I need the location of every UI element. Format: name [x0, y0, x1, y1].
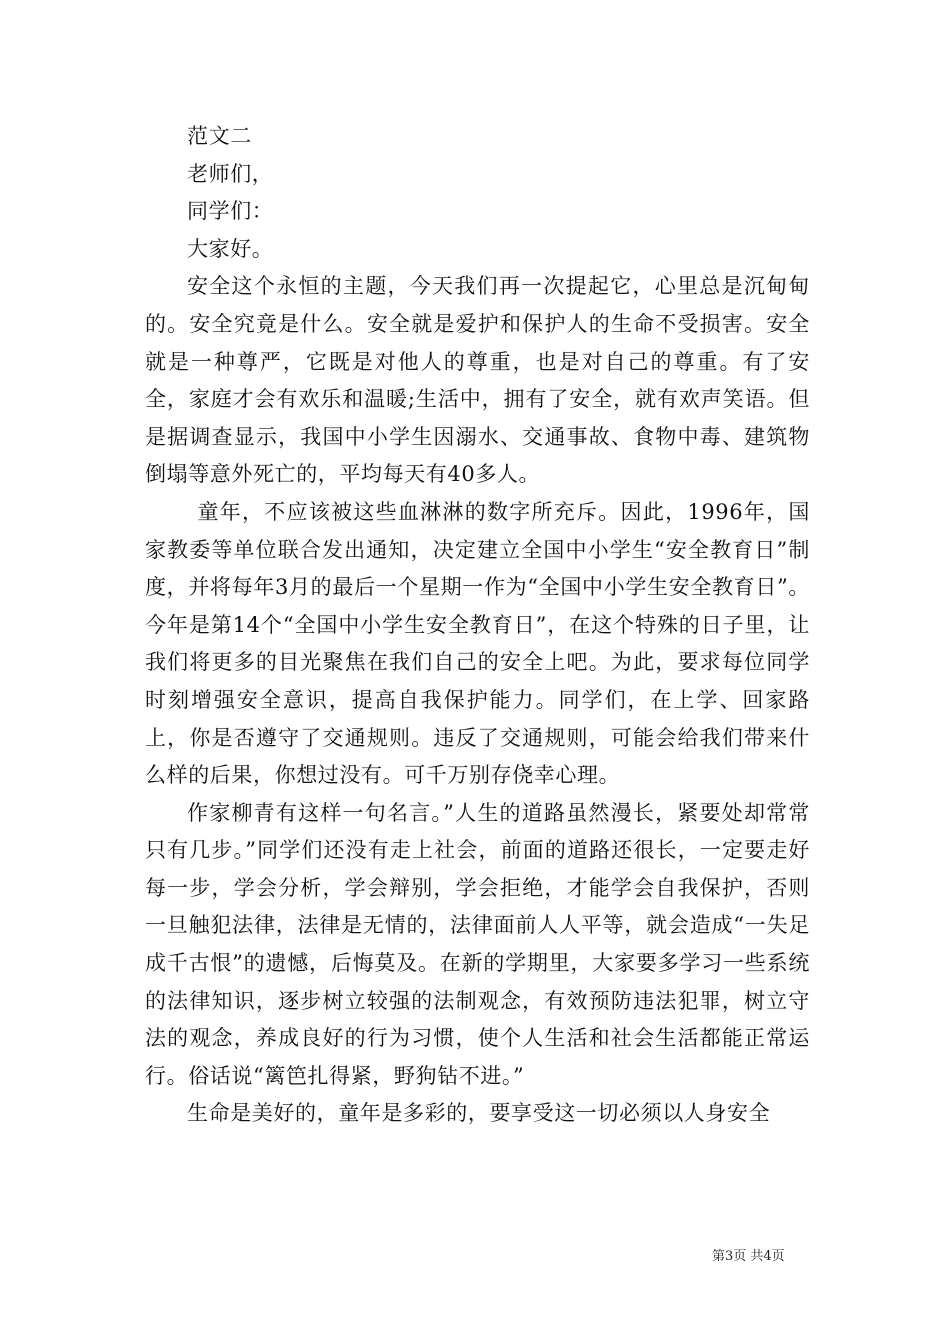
- page-number-footer: 第3页 共4页: [712, 1249, 785, 1264]
- paragraph: 作家柳青有这样一句名言。”人生的道路虽然漫长，紧要处却常常只有几步。”同学们还没有走上社会，前面的道路还很长，一定要走好每一步，学会分析，学会辩别，学会拒绝，才能学会自我保护，否则一旦触犯法律，法律是无情的，法律面前人人平等，就会造成“一失足成千古恨”的遗憾，后悔莫及。在新的学期里，大家要多学习一些系统的法律知识，逐步树立较强的法制观念，有效预防违法犯罪，树立守法的观念，养成良好的行为习惯，使个人生活和社会生活都能正常运行。俗话说“篱笆扎得紧，野狗钻不进。”: [145, 800, 810, 1088]
- salutation-students: 同学们：: [187, 199, 274, 224]
- section-heading: 范文二: [187, 124, 252, 148]
- greeting: 大家好。: [187, 236, 274, 261]
- paragraph: 童年，不应该被这些血淋淋的数字所充斥。因此，1996年，国家教委等单位联合发出通知，决定建立全国中小学生“安全教育日”制度，并将每年3月的最后一个星期一作为“全国中小学生安全教育日”。今年是第14个“全国中小学生安全教育日”，在这个特殊的日子里，让我们将更多的目光聚焦在我们自己的安全上吧。为此，要求每位同学时刻增强安全意识，提高自我保护能力。同学们，在上学、回家路上，你是否遵守了交通规则。违反了交通规则，可能会给我们带来什么样的后果，你想过没有。可千万别存侥幸心理。: [145, 499, 810, 788]
- paragraph: 生命是美好的，童年是多彩的，要享受这一切必须以人身安全: [187, 1101, 771, 1126]
- paragraph: 安全这个永恒的主题，今天我们再一次提起它，心里总是沉甸甸的。安全究竟是什么。安全就是爱护和保护人的生命不受损害。安全就是一种尊严，它既是对他人的尊重，也是对自己的尊重。有了安全，家庭才会有欢乐和温暖;生活中，拥有了安全，就有欢声笑语。但是据调查显示，我国中小学生因溺水、交通事故、食物中毒、建筑物倒塌等意外死亡的，平均每天有40多人。: [145, 274, 810, 487]
- document-body: [145, 118, 810, 1133]
- salutation-teachers: 老师们，: [187, 161, 274, 186]
